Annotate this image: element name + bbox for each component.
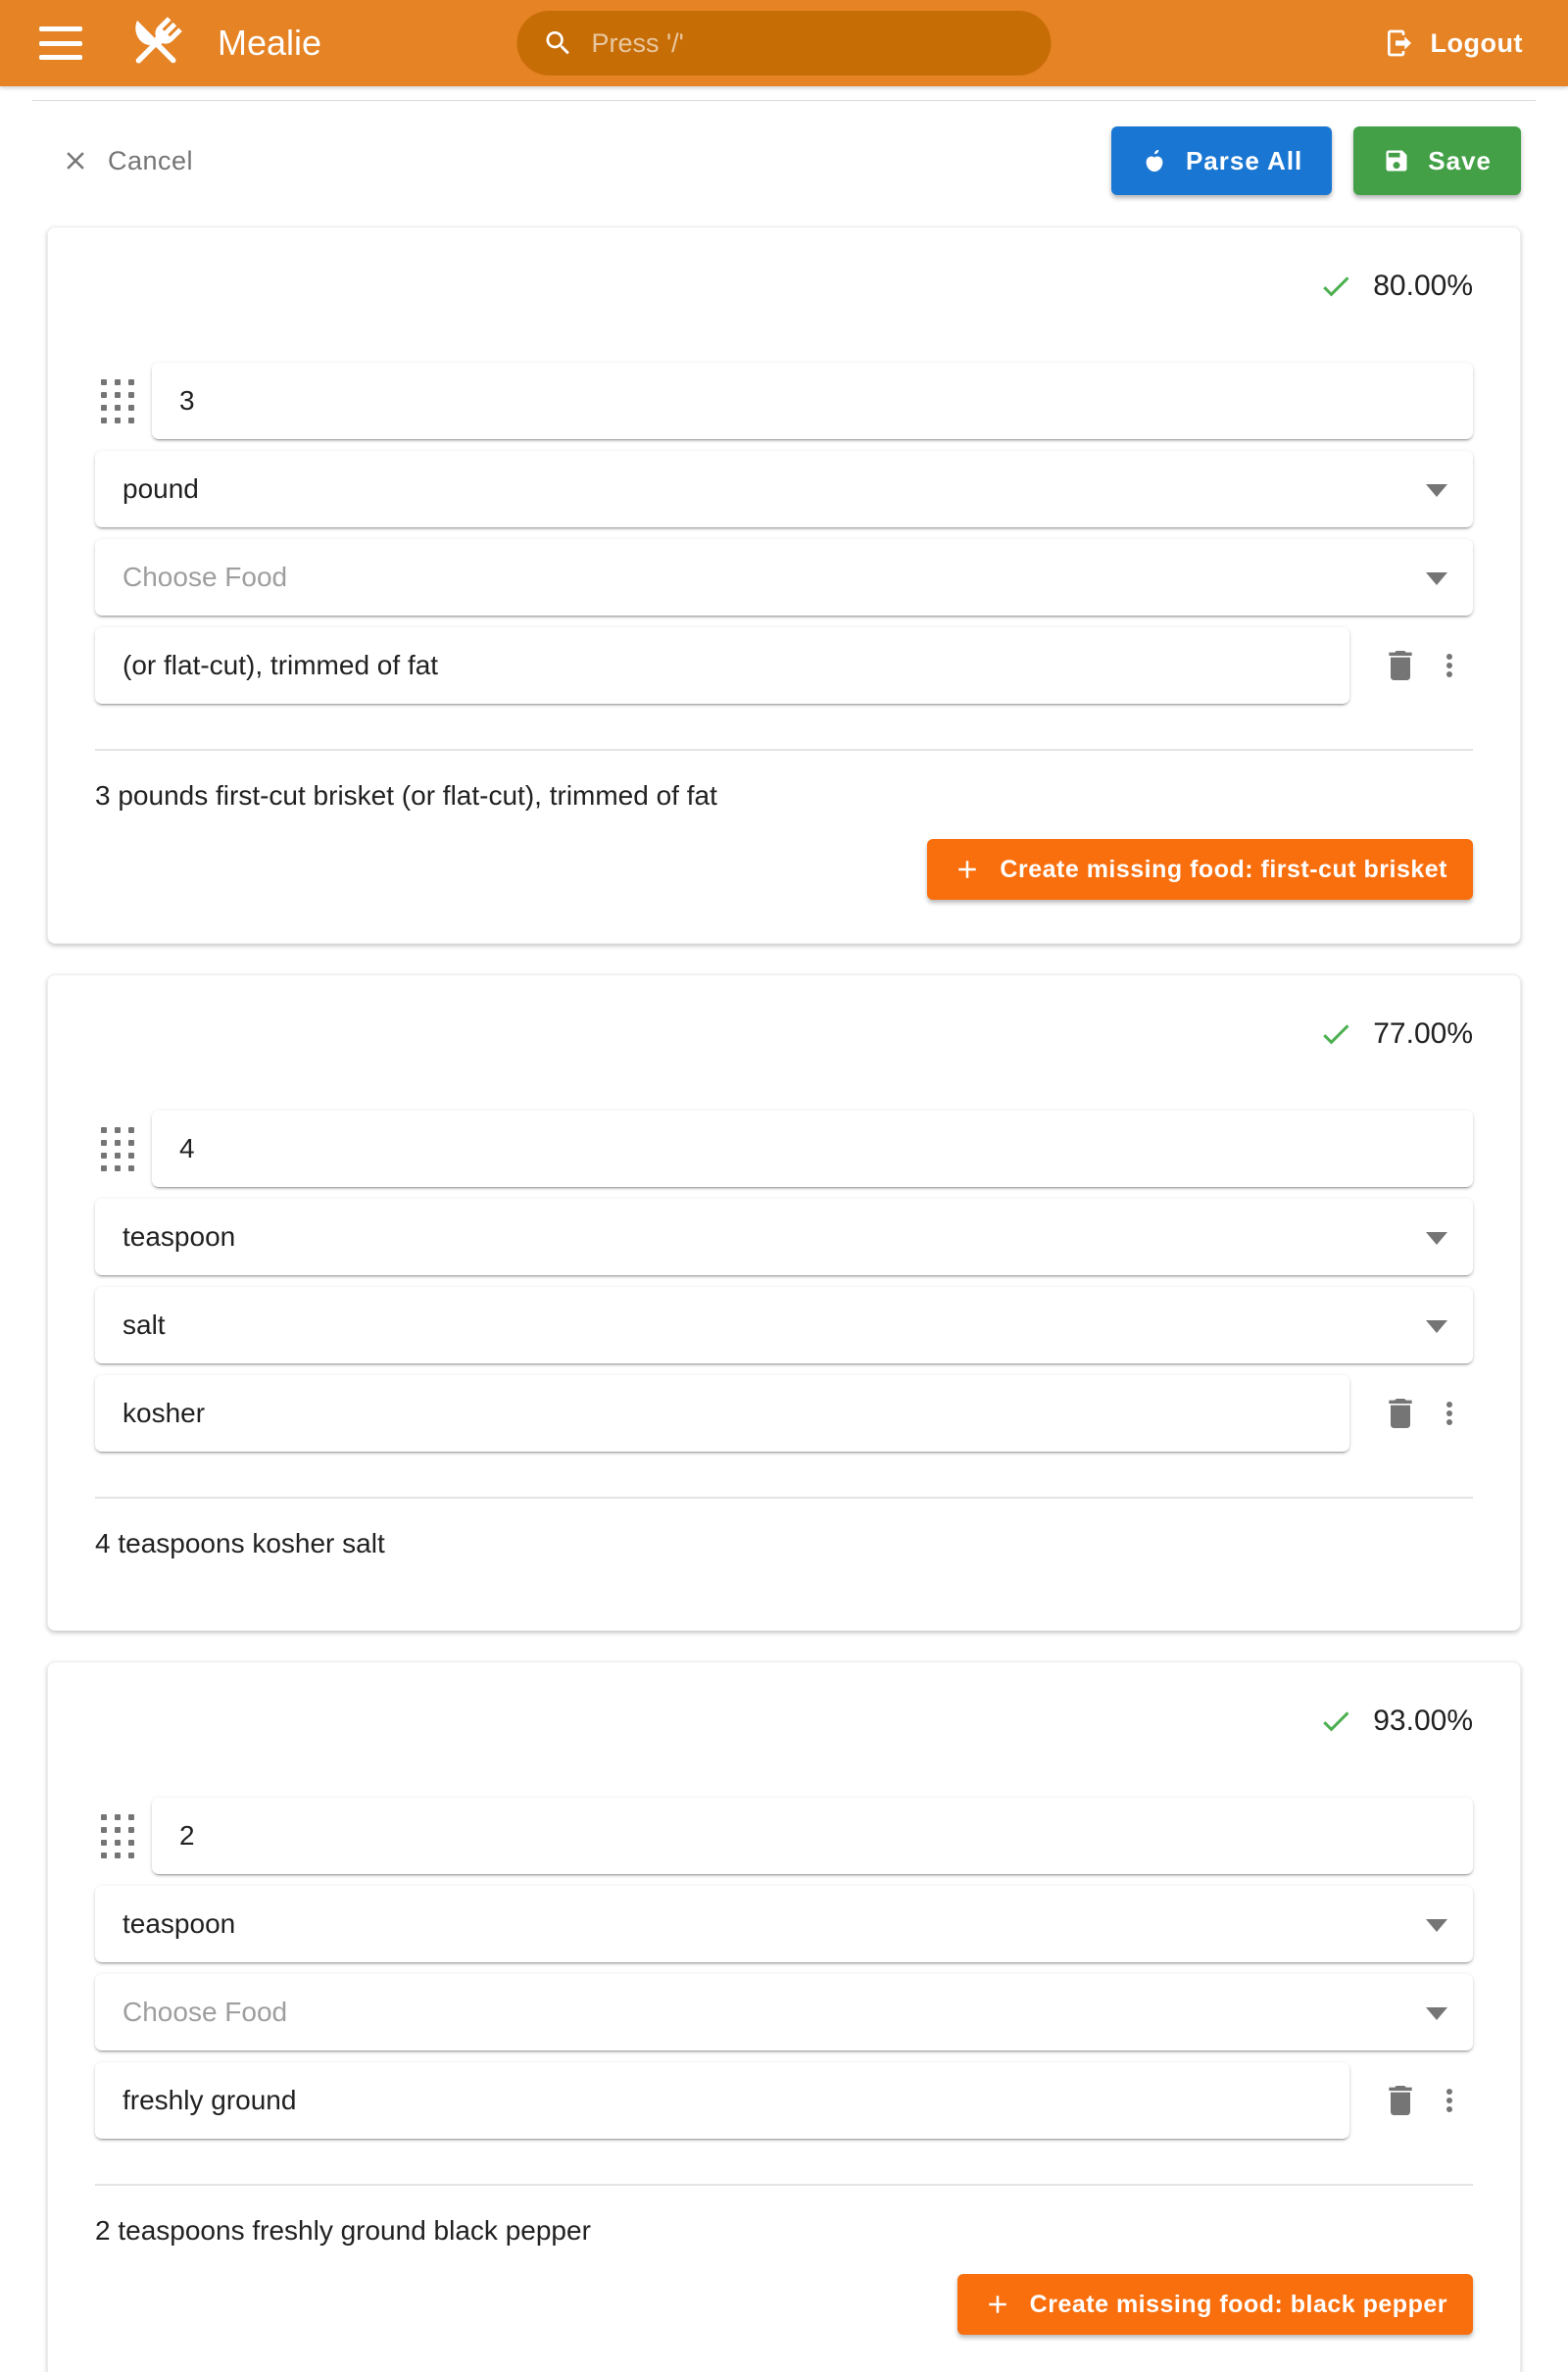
quantity-input[interactable] (179, 385, 1446, 417)
check-icon (1318, 1016, 1353, 1052)
kebab-menu-icon (1432, 1396, 1467, 1431)
confidence-row (95, 1704, 1473, 1739)
confidence-value: 93.00% (1373, 1705, 1473, 1737)
note-input[interactable] (122, 2085, 1322, 2116)
quantity-row (95, 1111, 1473, 1187)
search-placeholder: Press '/' (591, 27, 684, 58)
logout-button[interactable] (1384, 27, 1523, 59)
food-select-input[interactable] (122, 1997, 1446, 2028)
missing-food-row (95, 839, 1473, 900)
original-ingredient-text: 4 teaspoons kosher salt (95, 1528, 385, 1558)
ingredient-list (0, 226, 1568, 2372)
kebab-menu-icon (1432, 648, 1467, 683)
unit-select-input[interactable] (122, 473, 1446, 505)
chevron-down-icon (1426, 484, 1447, 497)
chevron-down-icon (1426, 1919, 1447, 1932)
ingredient-card (47, 1661, 1521, 2372)
check-icon (1318, 1704, 1353, 1739)
delete-ingredient-button[interactable] (1375, 2075, 1426, 2126)
cancel-button[interactable] (61, 146, 193, 176)
quantity-field-wrap (152, 1798, 1473, 1874)
parser-toolbar (0, 101, 1568, 226)
trash-icon (1381, 646, 1420, 685)
note-field-wrap (95, 627, 1349, 704)
note-field-wrap (95, 2062, 1349, 2139)
save-label: Save (1428, 145, 1492, 175)
search-icon (543, 27, 574, 59)
app-title: Mealie (218, 23, 322, 63)
parse-all-button[interactable] (1111, 126, 1332, 195)
ingredient-card (47, 226, 1521, 944)
unit-select-input[interactable] (122, 1908, 1446, 1940)
parse-all-label: Parse All (1185, 145, 1303, 175)
trash-icon (1381, 1394, 1420, 1433)
drag-handle-icon[interactable] (101, 1127, 136, 1171)
cancel-label: Cancel (108, 145, 194, 175)
note-row (95, 627, 1473, 704)
note-input[interactable] (122, 1398, 1322, 1429)
original-ingredient-text: 3 pounds first-cut brisket (or flat-cut), trimmed of fat (95, 780, 717, 811)
logout-label: Logout (1430, 27, 1523, 58)
ingredient-menu-button[interactable] (1426, 2077, 1473, 2124)
plus-icon (953, 855, 982, 884)
note-row (95, 2062, 1473, 2139)
ingredient-menu-button[interactable] (1426, 1390, 1473, 1437)
confidence-value: 80.00% (1373, 270, 1473, 302)
quantity-input[interactable] (179, 1133, 1446, 1164)
missing-food-row (95, 2274, 1473, 2335)
delete-ingredient-button[interactable] (1375, 640, 1426, 691)
unit-select[interactable] (95, 451, 1473, 527)
mealie-logo-icon (122, 9, 190, 77)
menu-icon[interactable] (39, 26, 82, 60)
ingredient-menu-button[interactable] (1426, 642, 1473, 689)
food-select[interactable] (95, 539, 1473, 616)
create-missing-food-label: Create missing food: black pepper (1029, 2290, 1447, 2318)
logout-icon (1384, 27, 1415, 59)
food-select-input[interactable] (122, 562, 1446, 593)
save-icon (1383, 147, 1410, 174)
delete-ingredient-button[interactable] (1375, 1388, 1426, 1439)
close-icon (61, 146, 90, 175)
create-missing-food-label: Create missing food: first-cut brisket (1000, 855, 1447, 883)
search-input[interactable] (517, 11, 1052, 75)
quantity-field-wrap (152, 363, 1473, 439)
check-icon (1318, 269, 1353, 304)
food-select[interactable] (95, 1974, 1473, 2051)
chevron-down-icon (1426, 1232, 1447, 1245)
save-button[interactable] (1353, 126, 1521, 195)
note-row (95, 1375, 1473, 1452)
confidence-row (95, 269, 1473, 304)
food-select-input[interactable] (122, 1310, 1446, 1341)
chevron-down-icon (1426, 572, 1447, 585)
note-field-wrap (95, 1375, 1349, 1452)
card-divider (95, 749, 1473, 751)
unit-select-input[interactable] (122, 1221, 1446, 1253)
card-divider (95, 2184, 1473, 2186)
confidence-row (95, 1016, 1473, 1052)
apple-icon (1141, 147, 1168, 174)
quantity-field-wrap (152, 1111, 1473, 1187)
confidence-value: 77.00% (1373, 1017, 1473, 1050)
food-select[interactable] (95, 1287, 1473, 1363)
drag-handle-icon[interactable] (101, 379, 136, 423)
quantity-input[interactable] (179, 1820, 1446, 1852)
unit-select[interactable] (95, 1886, 1473, 1962)
chevron-down-icon (1426, 2007, 1447, 2020)
chevron-down-icon (1426, 1320, 1447, 1333)
note-input[interactable] (122, 650, 1322, 681)
quantity-row (95, 363, 1473, 439)
unit-select[interactable] (95, 1199, 1473, 1275)
create-missing-food-button[interactable] (957, 2274, 1473, 2335)
drag-handle-icon[interactable] (101, 1814, 136, 1858)
original-ingredient-text: 2 teaspoons freshly ground black pepper (95, 2215, 591, 2246)
trash-icon (1381, 2081, 1420, 2120)
ingredient-card (47, 974, 1521, 1631)
kebab-menu-icon (1432, 2083, 1467, 2118)
app-header (0, 0, 1568, 86)
plus-icon (983, 2290, 1012, 2319)
quantity-row (95, 1798, 1473, 1874)
create-missing-food-button[interactable] (927, 839, 1473, 900)
card-divider (95, 1497, 1473, 1499)
